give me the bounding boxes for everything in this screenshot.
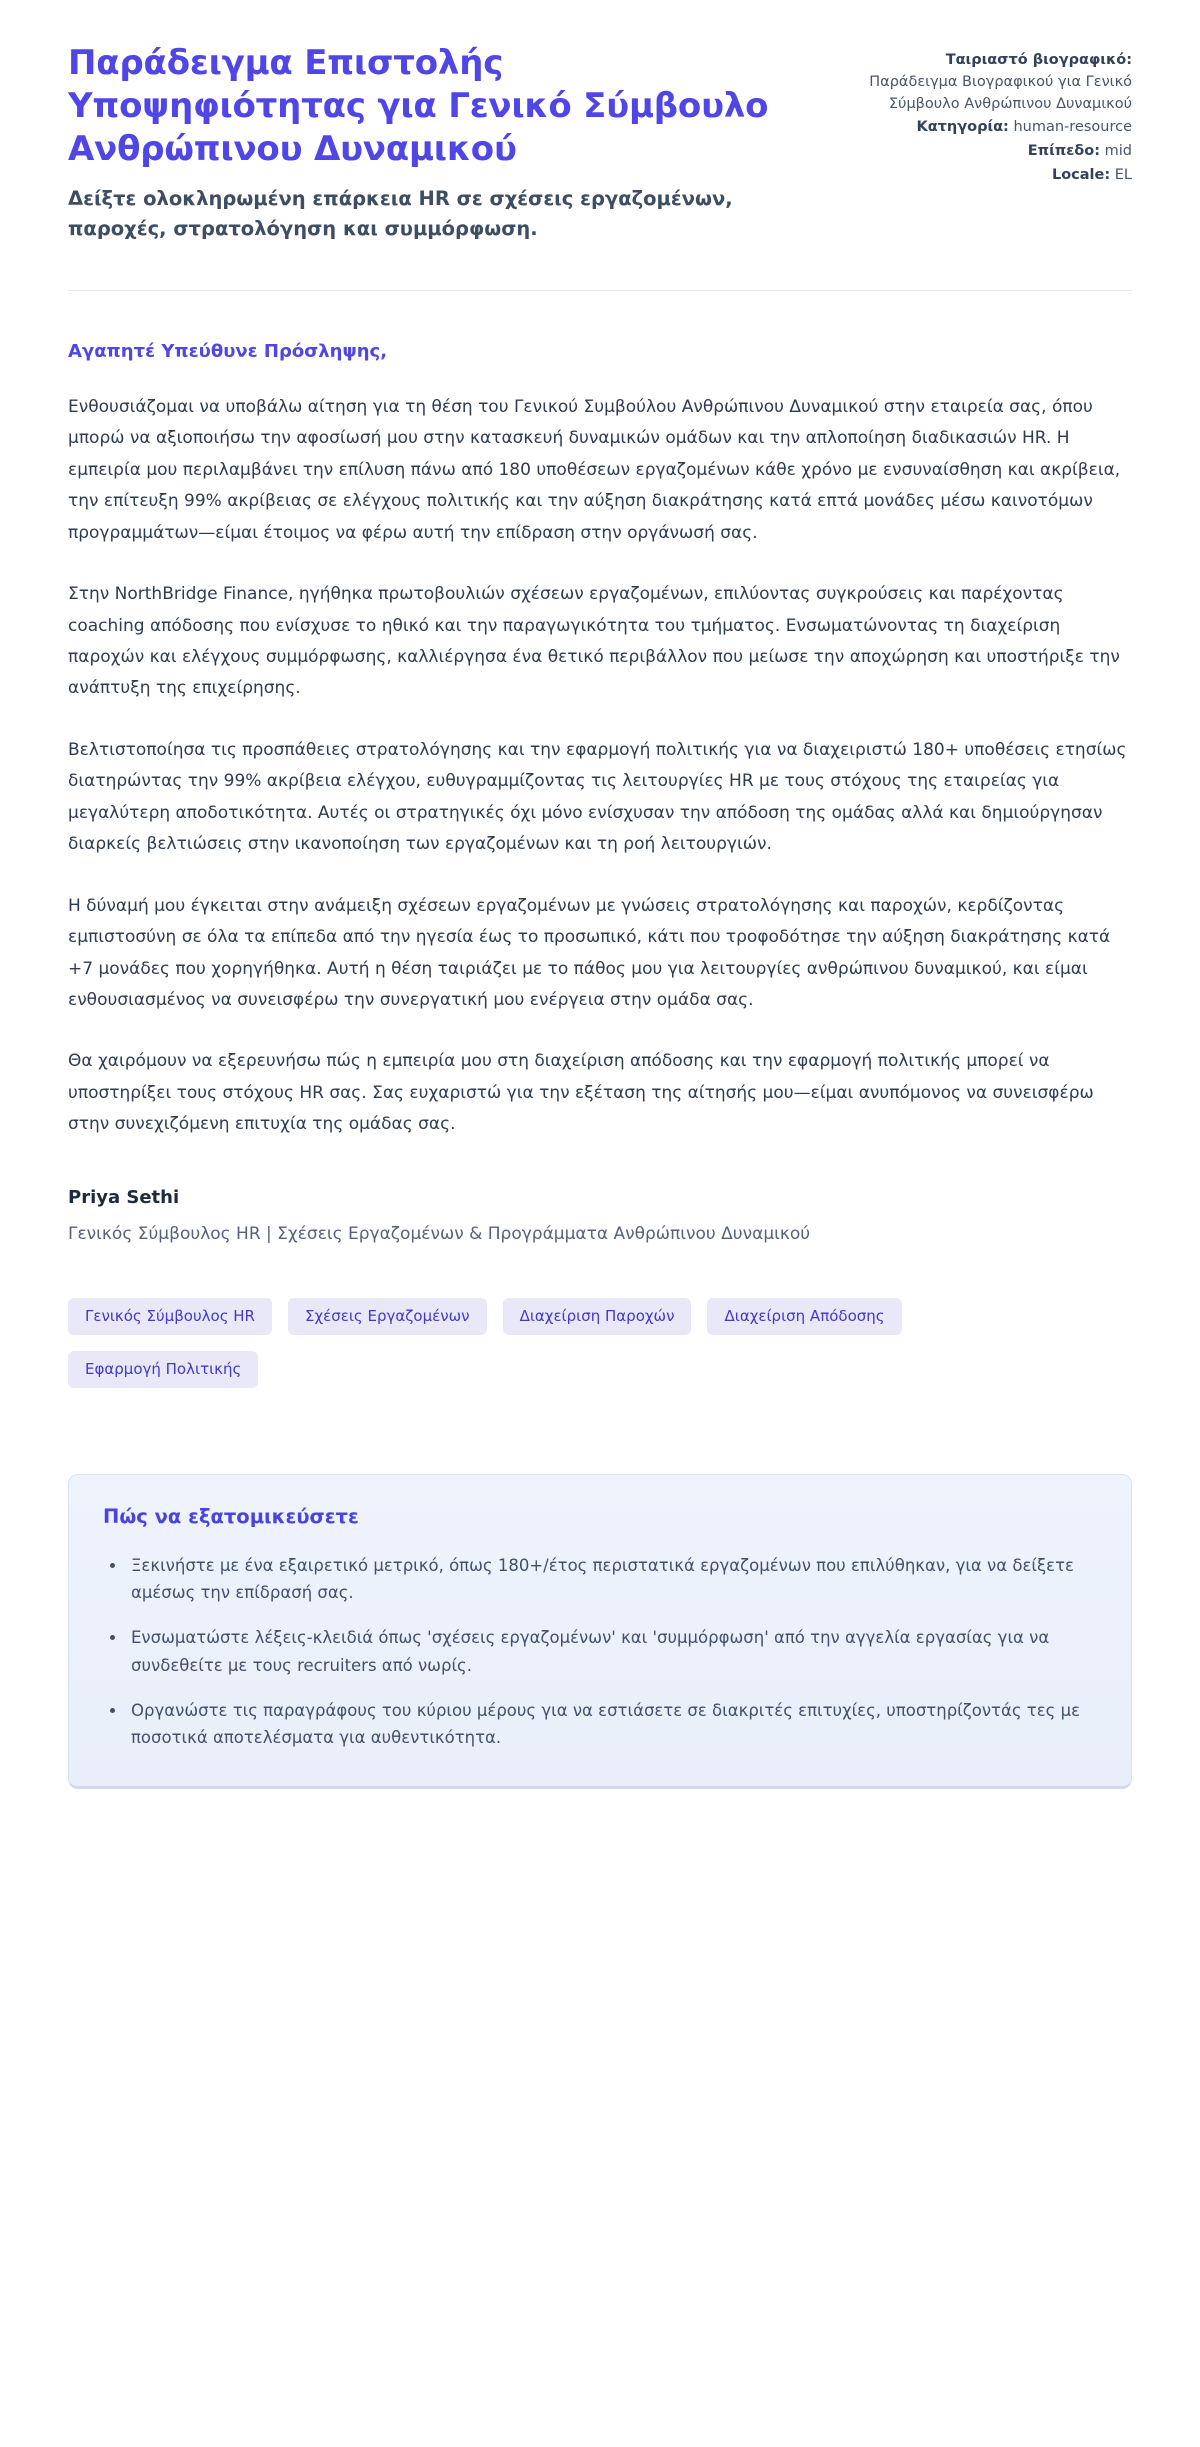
letter-paragraph-5: Θα χαιρόμουν να εξερευνήσω πώς η εμπειρία μου στη διαχείριση απόδοσης και την εφαρμογή πολιτικής μπορεί να υποστηρίξει τους στόχους HR σας. Σας ευχαριστώ για την εξέταση της αίτησής μου—είμαι ανυπόμονος να συνεισφέρω στην συνεχιζόμενη επιτυχία της ομάδας σας. [68,1051,1094,1135]
meta-category [846,117,1132,139]
tips-list [103,1552,1097,1752]
page-title: Παράδειγμα Επιστολής Υποψηφιότητας για Γενικό Σύμβουλο Ανθρώπινου Δυναμικού [68,43,769,170]
meta-category-label: Κατηγορία: [916,119,1009,136]
tag-chip: Διαχείριση Απόδοσης [707,1298,901,1335]
tip-item: • Ενσωματώστε λέξεις-κλειδιά όπως 'σχέσεις εργαζομένων' και 'συμμόρφωση' από την αγγελία εργασίας για να συνδεθείτε με τους recruiters από νωρίς. [127,1624,1097,1679]
header-divider [68,290,1132,291]
tag-chip: Γενικός Σύμβουλος HR [68,1298,272,1335]
letter-body [68,341,1132,1244]
letter-paragraph-3: Βελτιστοποίησα τις προσπάθειες στρατολόγησης και την εφαρμογή πολιτικής για να διαχειριστώ 180+ υποθέσεις ετησίως διατηρώντας την 99% ακρίβεια ελέγχου, ευθυγραμμίζοντας τις λειτουργίες HR με τους στόχους της εταιρείας για μεγαλύτερη αποδοτικότητα. Αυτές οι στρατηγικές όχι μόνο ενίσχυσαν την απόδοση της ομάδας αλλά και δημιούργησαν διαρκείς βελτιώσεις στην ικανοποίηση των εργαζομένων και τη ροή λειτουργιών. [68,739,1127,855]
meta-locale [846,165,1132,187]
signature-role: Γενικός Σύμβουλος HR | Σχέσεις Εργαζομένων & Προγράμματα Ανθρώπινου Δυναμικού [68,1223,811,1244]
letter-paragraph-2: Στην NorthBridge Finance, ηγήθηκα πρωτοβουλιών σχέσεων εργαζομένων, επιλύοντας συγκρούσεις και παρέχοντας coaching απόδοσης που ενίσχυσε το ηθικό και την παραγωγικότητα του τμήματος. Ενσωματώνοντας τη διαχείριση παροχών και ελέγχους συμμόρφωσης, καλλιέργησα ένα θετικό περιβάλλον που μείωσε την αποχώρηση και υποστήριξε την ανάπτυξη της επιχείρησης. [68,584,1120,699]
tip-item: • Οργανώστε τις παραγράφους του κύριου μέρους για να εστιάσετε σε διακριτές επιτυχίες, υποστηρίζοντάς τες με ποσοτικά αποτελέσματα για αυθεντικότητα. [127,1697,1097,1752]
tag-chip-list [68,1298,1028,1388]
tag-chip: Εφαρμογή Πολιτικής [68,1351,258,1388]
meta-locale-value: EL [1114,166,1132,183]
page-header [68,42,1132,244]
letter-paragraph-1: Ενθουσιάζομαι να υποβάλω αίτηση για τη θέση του Γενικού Συμβούλου Ανθρώπινου Δυναμικού στην εταιρεία σας, όπου μπορώ να αξιοποιήσω την αφοσίωσή μου στην κατασκευή δυναμικών ομάδων και την απλοποίηση διαδικασιών HR. Η εμπειρία μου περιλαμβάνει την επίλυση πάνω από 180 υποθέσεων εργαζομένων κάθε χρόνο με ενσυναίσθηση και ακρίβεια, την επίτευξη 99% ακρίβειας σε ελέγχους πολιτικής και την αύξηση διακράτησης κατά επτά μονάδες μέσω καινοτόμων προγραμμάτων—είμαι έτοιμος να φέρω αυτή την επίδραση στην οργάνωσή σας. [68,396,1121,543]
tag-chip: Διαχείριση Παροχών [503,1298,692,1335]
tag-chip: Σχέσεις Εργαζομένων [288,1298,487,1335]
meta-level-value: mid [1104,143,1132,159]
letter-paragraph-4: Η δύναμή μου έγκειται στην ανάμειξη σχέσεων εργαζομένων με γνώσεις στρατολόγησης και παροχών, κερδίζοντας εμπιστοσύνη σε όλα τα επίπεδα από την ηγεσία έως το προσωπικό, κάτι που τροφοδότησε την αύξηση διακράτησης κατά +7 μονάδες που χορηγήθηκα. Αυτή η θέση ταιριάζει με το πάθος μου για λειτουργίες ανθρώπινου δυναμικού, και είμαι ενθουσιασμένος να συνεισφέρω την συνεργατική μου ενέργεια στην ομάδα σας. [68,895,1111,1010]
meta-level-label: Επίπεδο: [1027,143,1101,159]
customize-tips-box [68,1474,1132,1789]
meta-block [846,42,1132,189]
title-block [68,42,778,244]
meta-level [846,141,1132,163]
meta-category-value: human-resource [1013,119,1132,136]
cover-letter-page [68,0,1132,1813]
meta-matching-resume [846,50,1132,115]
tip-item: • Ξεκινήστε με ένα εξαιρετικό μετρικό, όπως 180+/έτος περιστατικά εργαζομένων που επιλύθηκαν, για να δείξετε αμέσως την επίδρασή σας. [127,1552,1097,1607]
meta-matching-resume-label: Ταιριαστό βιογραφικό: [945,52,1132,68]
letter-greeting: Αγαπητέ Υπεύθυνε Πρόσληψης, [68,340,388,362]
signature-name: Priya Sethi [68,1186,180,1208]
page-subtitle: Δείξτε ολοκληρωμένη επάρκεια HR σε σχέσεις εργαζομένων, παροχές, στρατολόγηση και συμμόρφωση. [68,186,733,240]
meta-locale-label: Locale: [1051,166,1111,183]
tips-title: Πώς να εξατομικεύσετε [103,1504,359,1528]
meta-matching-resume-value: Παράδειγμα Βιογραφικού για Γενικό Σύμβουλο Ανθρώπινου Δυναμικού [869,73,1132,112]
